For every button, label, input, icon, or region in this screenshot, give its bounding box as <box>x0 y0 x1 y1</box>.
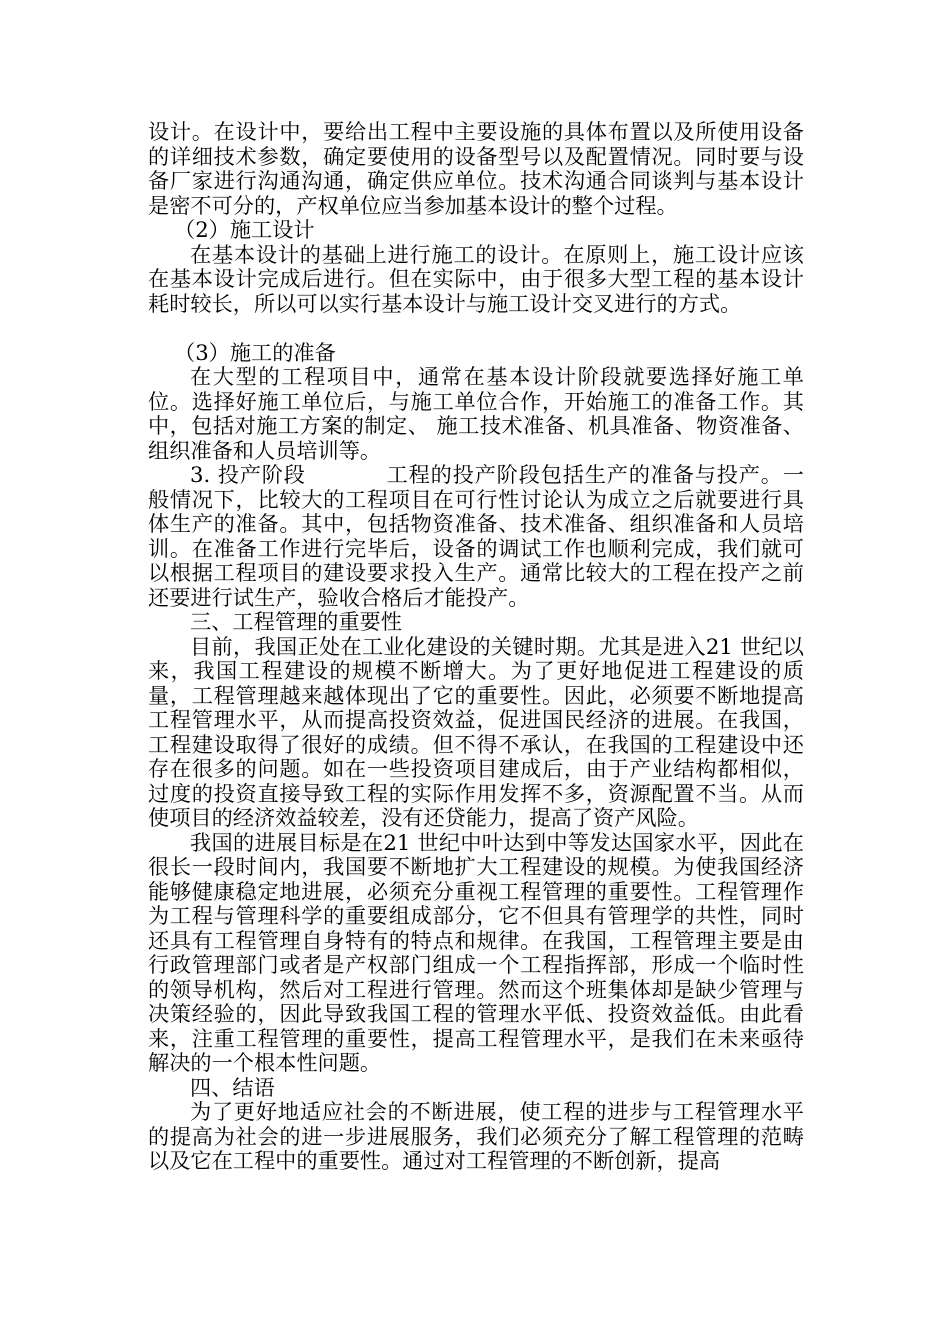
heading-production-stage: 3. 投产阶段 <box>190 462 306 487</box>
document-page <box>148 120 804 1174</box>
paragraph-production-stage <box>148 463 804 610</box>
paragraph-basic-design: 设计。在设计中，要给出工程中主要设施的具体布置以及所使用设备的详细技术参数，确定要使用的设备型号以及配置情况。同时要与设备厂家进行沟通沟通，确定供应单位。技术沟通合同谈判与基本设计是密不可分的，产权单位应当参加基本设计的整个过程。 <box>148 119 804 218</box>
paragraph-importance-2: 我国的进展目标是在21 世纪中叶达到中等发达国家水平，因此在很长一段时间内，我国要不断地扩大工程建设的规模。为使我国经济能够健康稳定地进展，必须充分重视工程管理的重要性。工程管理作为工程与管理科学的重要组成部分，它不但具有管理学的共性，同时还具有工程管理自身特有的特点和规律。在我国，工程管理主要是由行政管理部门或者是产权部门组成一个工程指挥部，形成一个临时性的领导机构，然后对工程进行管理。然而这个班集体却是缺少管理与决策经验的，因此导致我国工程的管理水平低、投资效益低。由此看来，注重工程管理的重要性，提高工程管理水平，是我们在未来亟待解决的一个根本性问题。 <box>148 829 804 1075</box>
paragraph-importance-1: 目前，我国正处在工业化建设的关键时期。尤其是进入21 世纪以来，我国工程建设的规模不断增大。为了更好地促进工程建设的质量，工程管理越来越体现出了它的重要性。因此，必须要不断地提高工程管理水平，从而提高投资效益，促进国民经济的进展。在我国，工程建设取得了很好的成绩。但不得不承认，在我国的工程建设中还存在很多的问题。如在一些投资项目建成后，由于产业结构都相似，过度的投资直接导致工程的实际作用发挥不多，资源配置不当。从而使项目的经济效益较差，没有还贷能力，提高了资产风险。 <box>148 633 804 830</box>
paragraph-construction-design: 在基本设计的基础上进行施工的设计。在原则上，施工设计应该在基本设计完成后进行。但在实际中，由于很多大型工程的基本设计耗时较长，所以可以实行基本设计与施工设计交叉进行的方式。 <box>148 241 804 316</box>
paragraph-production-body: 工程的投产阶段包括生产的准备与投产。一般情况下，比较大的工程项目在可行性讨论认为成立之后就要进行具体生产的准备。其中，包括物资准备、技术准备、组织准备和人员培训。在准备工作进行完毕后，设备的调试工作也顺利完成，我们就可以根据工程项目的建设要求投入生产。通常比较大的工程在投产之前还要进行试生产，验收合格后才能投产。 <box>148 462 804 610</box>
paragraph-conclusion: 为了更好地适应社会的不断进展，使工程的进步与工程管理水平的提高为社会的进一步进展服务，我们必须充分了解工程管理的范畴以及它在工程中的重要性。通过对工程管理的不断创新，提高 <box>148 1099 804 1173</box>
paragraph-construction-prep: 在大型的工程项目中，通常在基本设计阶段就要选择好施工单位。选择好施工单位后，与施工单位合作，开始施工的准备工作。其中，包括对施工方案的制定、 施工技术准备、机具准备、物资准备、组织准备和人员培训等。 <box>148 364 804 463</box>
heading-importance: 三、工程管理的重要性 <box>190 609 402 634</box>
heading-construction-prep: （3）施工的准备 <box>174 339 336 365</box>
heading-construction-design: （2）施工设计 <box>174 217 315 242</box>
blank-line <box>148 316 804 341</box>
heading-conclusion: 四、结语 <box>190 1074 275 1100</box>
